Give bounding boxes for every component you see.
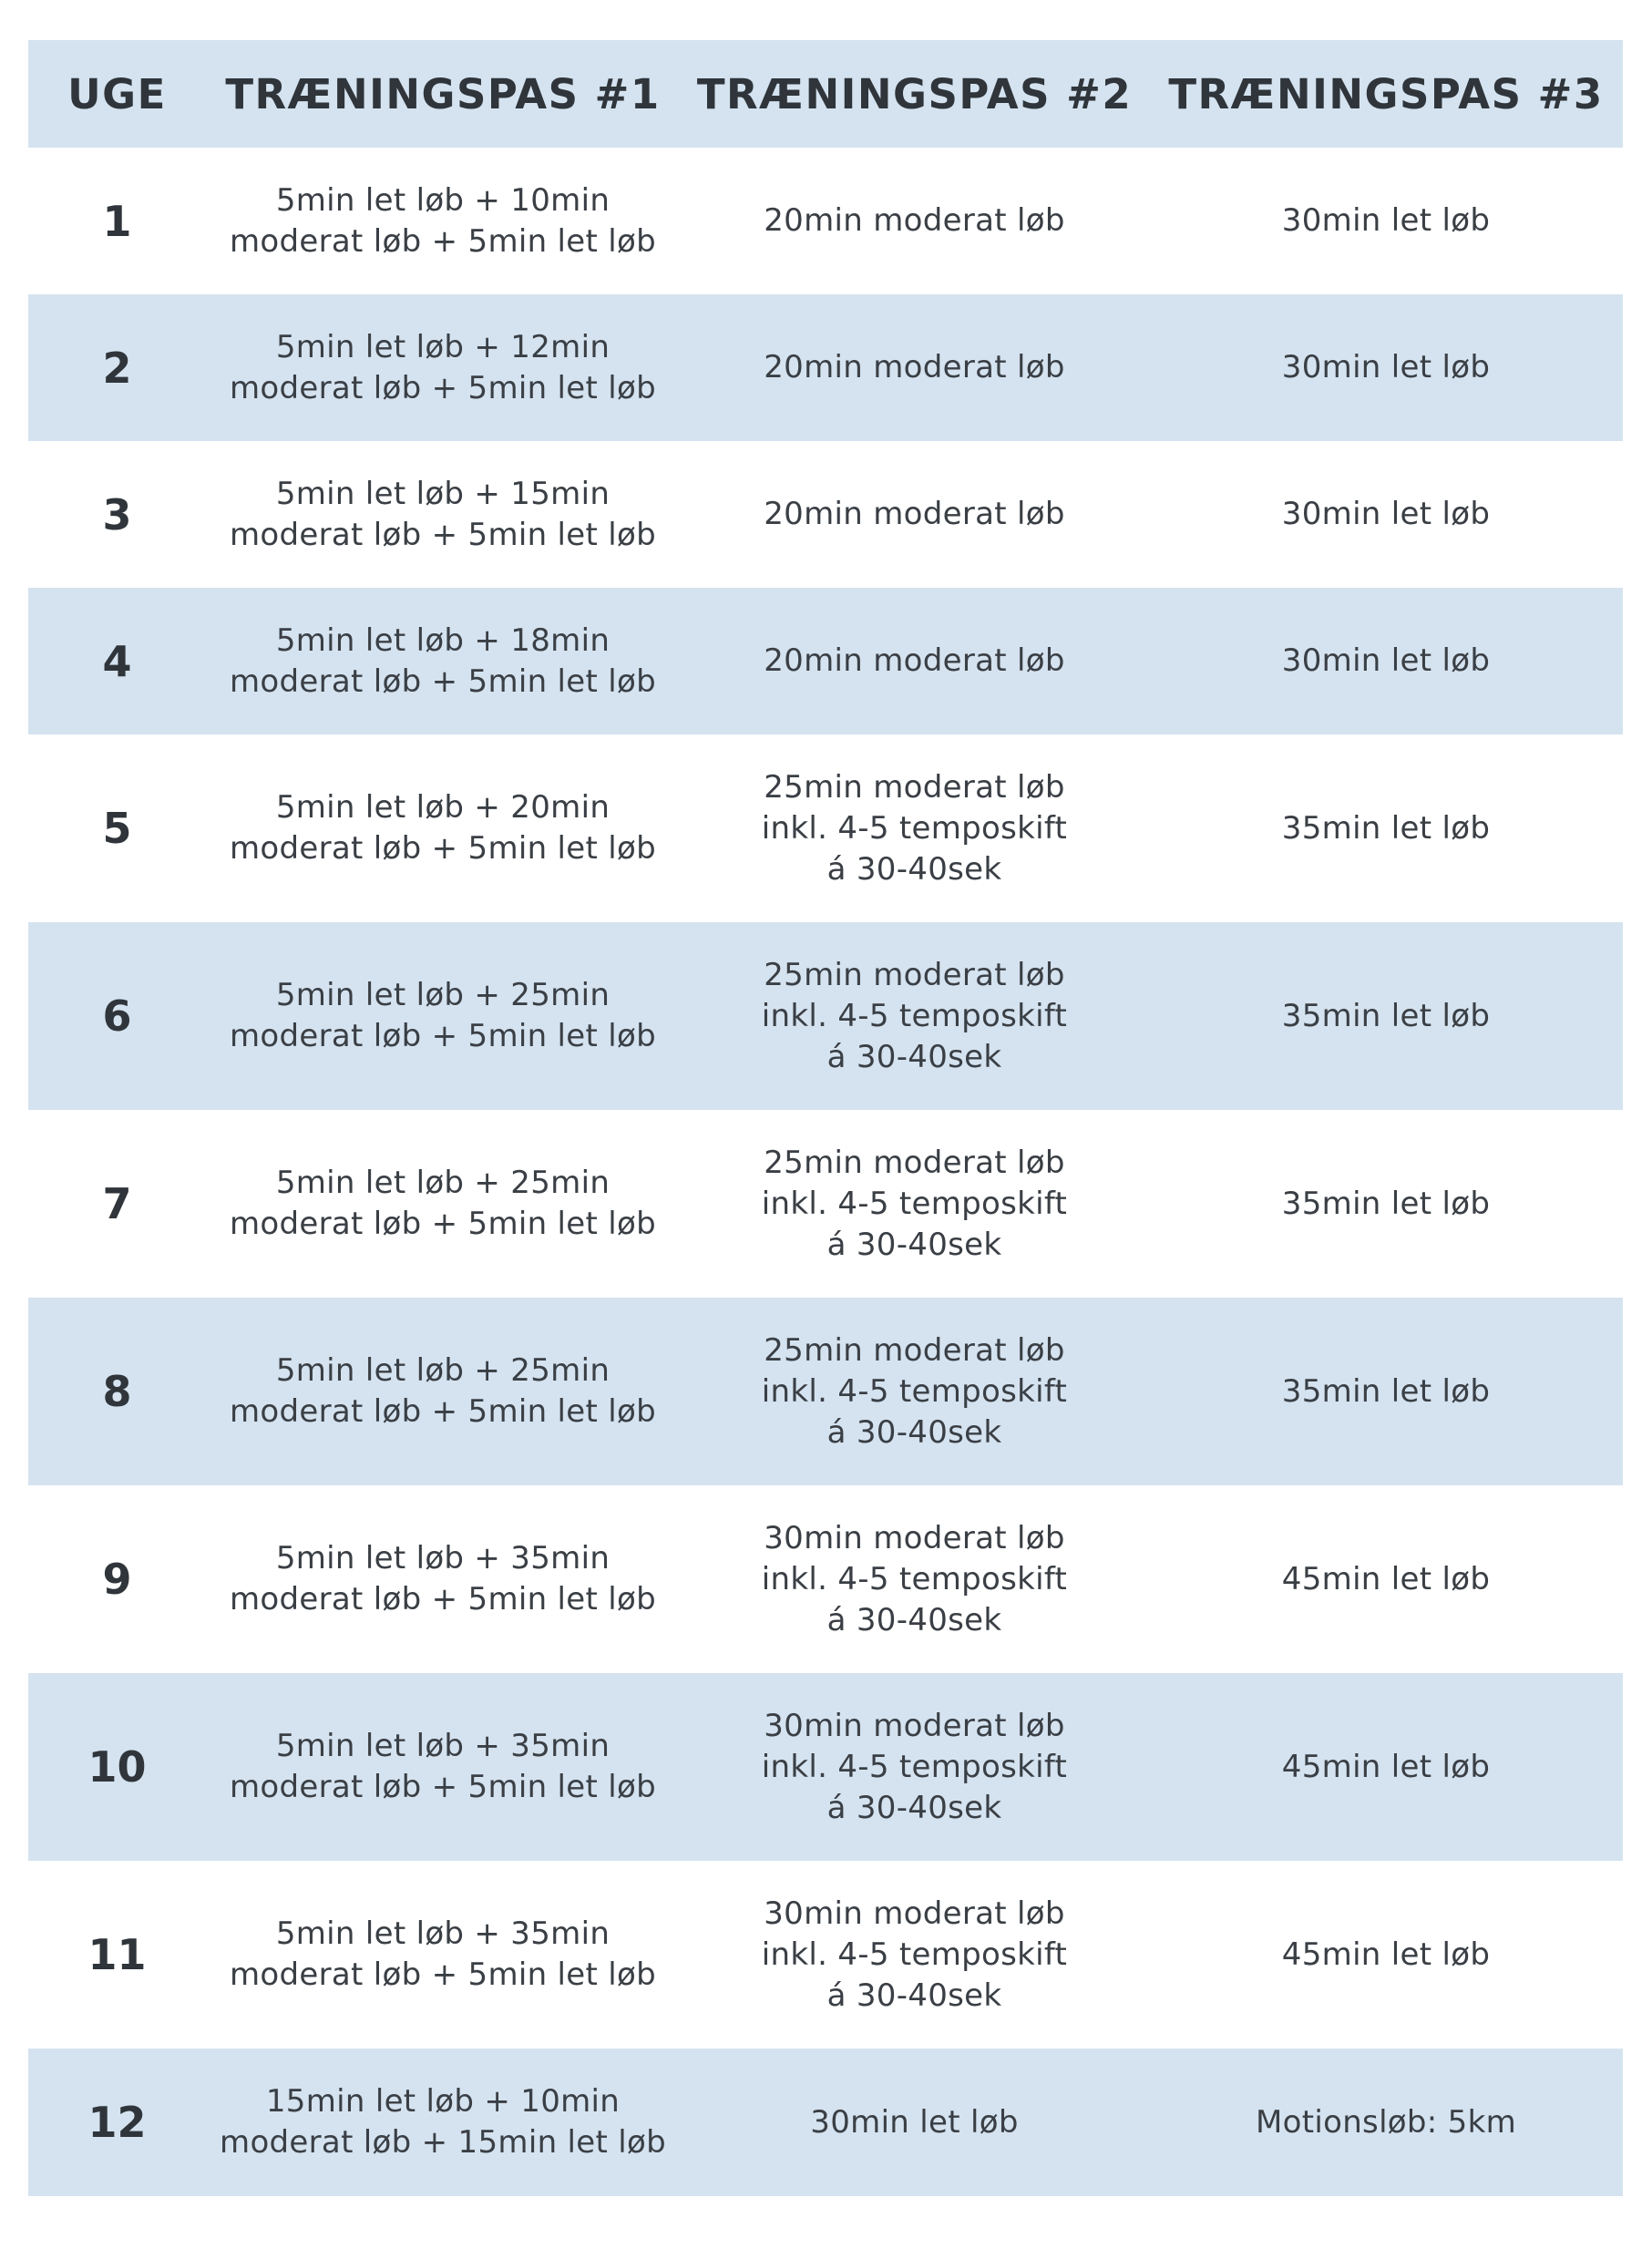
week-number: 4	[102, 636, 132, 686]
session-3-cell: 30min let løb	[1281, 496, 1491, 532]
table-row	[28, 2049, 1623, 2196]
table-row	[28, 294, 1623, 441]
session-2-cell: 30min moderat løb inkl. 4-5 temposkift á 30-40sek	[761, 1519, 1068, 1638]
session-2-cell: 25min moderat løb inkl. 4-5 temposkift á 30-40sek	[761, 1144, 1068, 1263]
session-2-cell: 20min moderat løb	[764, 349, 1065, 385]
week-number: 5	[102, 804, 132, 853]
header-session-1: TRÆNINGSPAS #1	[225, 69, 661, 118]
session-1-cell: 5min let løb + 35min moderat løb + 5min let løb	[230, 1728, 656, 1805]
session-1-cell: 5min let løb + 35min moderat løb + 5min let løb	[230, 1540, 656, 1617]
table-row	[28, 1110, 1623, 1298]
header-session-2: TRÆNINGSPAS #2	[696, 69, 1133, 118]
table-row	[28, 148, 1623, 294]
table-row	[28, 734, 1623, 922]
week-number: 6	[102, 991, 132, 1041]
session-3-cell: 35min let løb	[1281, 1185, 1491, 1222]
session-3-cell: 35min let løb	[1281, 1372, 1491, 1410]
week-number: 8	[102, 1367, 132, 1416]
session-3-cell: 30min let løb	[1281, 349, 1491, 385]
session-1-cell: 5min let løb + 12min moderat løb + 5min let løb	[230, 328, 656, 406]
table-row	[28, 1673, 1623, 1861]
header-week: UGE	[67, 69, 167, 118]
session-2-cell: 25min moderat løb inkl. 4-5 temposkift á 30-40sek	[761, 956, 1068, 1075]
session-2-cell: 30min moderat løb inkl. 4-5 temposkift á 30-40sek	[761, 1895, 1068, 2014]
session-3-cell: 30min let løb	[1281, 202, 1491, 239]
session-3-cell: 45min let løb	[1281, 1560, 1491, 1597]
table-header-row	[28, 40, 1623, 148]
session-1-cell: 5min let løb + 10min moderat løb + 5min let løb	[230, 181, 656, 260]
session-1-cell: 5min let løb + 15min moderat løb + 5min let løb	[230, 475, 656, 553]
week-number: 12	[87, 2098, 147, 2147]
session-2-cell: 25min moderat løb inkl. 4-5 temposkift á 30-40sek	[761, 768, 1068, 888]
session-3-cell: Motionsløb: 5km	[1255, 2103, 1516, 2141]
week-number: 2	[102, 343, 132, 393]
session-2-cell: 20min moderat løb	[764, 202, 1065, 239]
session-3-cell: 45min let løb	[1281, 1936, 1491, 1973]
week-number: 3	[102, 489, 132, 539]
session-3-cell: 35min let løb	[1281, 809, 1491, 847]
session-1-cell: 5min let løb + 25min moderat løb + 5min let løb	[230, 1165, 656, 1242]
session-3-cell: 45min let løb	[1281, 1748, 1491, 1785]
table-row	[28, 922, 1623, 1110]
session-2-cell: 30min moderat løb inkl. 4-5 temposkift á 30-40sek	[761, 1707, 1068, 1826]
header-session-3: TRÆNINGSPAS #3	[1168, 69, 1604, 118]
table-row	[28, 1298, 1623, 1485]
table-row	[28, 1485, 1623, 1673]
week-number: 11	[87, 1930, 147, 1979]
table-row	[28, 588, 1623, 734]
session-2-cell: 30min let løb	[810, 2103, 1019, 2141]
table-row	[28, 1861, 1623, 2049]
session-2-cell: 25min moderat løb inkl. 4-5 temposkift á 30-40sek	[761, 1331, 1068, 1451]
week-number: 10	[87, 1742, 147, 1792]
session-3-cell: 35min let løb	[1281, 997, 1491, 1034]
session-1-cell: 5min let løb + 18min moderat løb + 5min let løb	[230, 621, 656, 700]
training-plan-table	[28, 40, 1623, 2196]
week-number: 1	[102, 196, 132, 246]
table-row	[28, 441, 1623, 588]
session-1-cell: 5min let løb + 35min moderat løb + 5min let løb	[230, 1915, 656, 1993]
week-number: 9	[102, 1555, 132, 1604]
session-2-cell: 20min moderat løb	[764, 642, 1065, 679]
session-1-cell: 5min let løb + 20min moderat løb + 5min let løb	[230, 789, 656, 867]
session-1-cell: 5min let løb + 25min moderat løb + 5min let løb	[230, 1352, 656, 1430]
session-1-cell: 5min let løb + 25min moderat løb + 5min let løb	[230, 977, 656, 1054]
session-2-cell: 20min moderat løb	[764, 496, 1065, 532]
week-number: 7	[102, 1179, 132, 1228]
session-1-cell: 15min let løb + 10min moderat løb + 15min let løb	[220, 2083, 666, 2161]
session-3-cell: 30min let løb	[1281, 642, 1491, 679]
